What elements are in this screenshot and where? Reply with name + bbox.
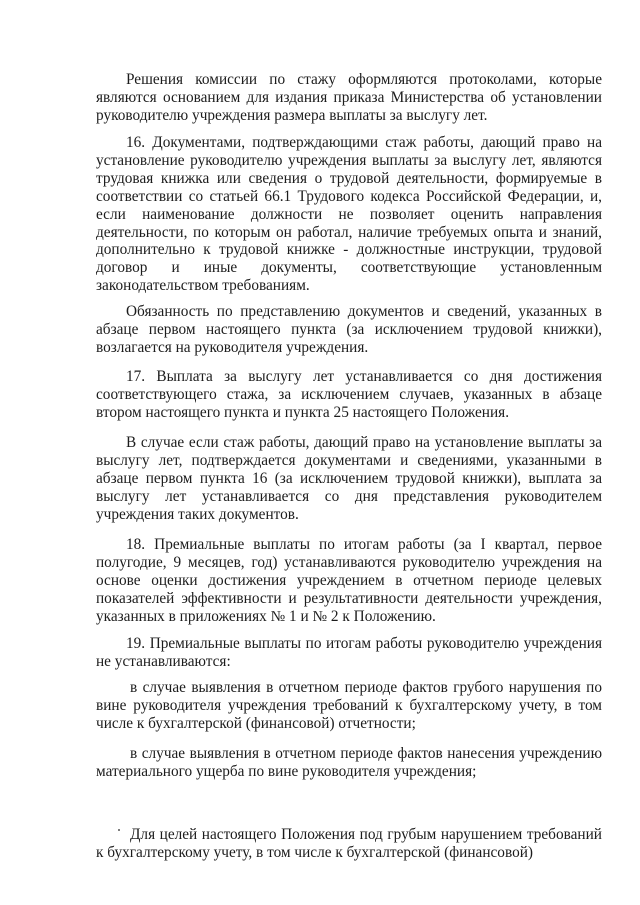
- paragraph-commission-protocols: Решения комиссии по стажу оформляются протоколами, которые являются основанием для издания приказа Министерства об установлении руководителю учреждения размера выплаты за выслугу лет.: [96, 71, 602, 124]
- paragraph-item-17: 17. Выплата за выслугу лет устанавливается со дня достижения соответствующего стажа, за исключением случаев, указанных в абзаце втором настоящего пункта и пункта 25 настоящего Положения.: [96, 368, 602, 421]
- paragraph-item-18: 18. Премиальные выплаты по итогам работы (за I квартал, первое полугодие, 9 месяцев, год) устанавливаются руководителю учреждения на основе оценки достижения учреждением в отчетном периоде целевых показателей эффективности и результативности деятельности учреждения, указанных в приложениях № 1 и № 2 к Положению.: [96, 536, 602, 625]
- paragraph-service-confirmation: В случае если стаж работы, дающий право на установление выплаты за выслугу лет, подтверждается документами и сведениями, указанными в абзаце первом пункта 16 (за исключением трудовой книжки), выплата за выслугу лет устанавливается со дня представления руководителем учреждения таких документов.: [96, 434, 602, 523]
- paragraph-item-16: 16. Документами, подтверждающими стаж работы, дающий право на установление руководителю учреждения выплаты за выслугу лет, являются трудовая книжка или сведения о трудовой деятельности, формируемые в соответствии со статьей 66.1 Трудового кодекса Российской Федерации, и, если наименование должности не позволяет оценить направления деятельности, по которым он работал, наличие требуемых опыта и знаний, дополнительно к трудовой книжке - должностные инструкции, трудовой договор и иные документы, соответствующие установленным законодательством требованиям.: [96, 134, 602, 295]
- paragraph-documents-obligation: Обязанность по представлению документов и сведений, указанных в абзаце первом настоящего пункта (за исключением трудовой книжки), возлагается на руководителя учреждения.: [96, 303, 602, 356]
- paragraph-accounting-violation-case: в случае выявления в отчетном периоде фактов грубого нарушения по вине руководителя учреждения требований к бухгалтерскому учету, в том числе к бухгалтерской (финансовой) отчетности;: [96, 679, 602, 732]
- paragraph-gross-violation-definition: Для целей настоящего Положения под грубым нарушением требований к бухгалтерскому учету, в том числе к бухгалтерской (финансовой): [96, 826, 602, 861]
- paragraph-material-damage-case: в случае выявления в отчетном периоде фактов нанесения учреждению материального ущерба по вине руководителя учреждения;: [96, 745, 602, 780]
- paragraph-item-19: 19. Премиальные выплаты по итогам работы руководителю учреждения не устанавливаются:: [96, 635, 602, 670]
